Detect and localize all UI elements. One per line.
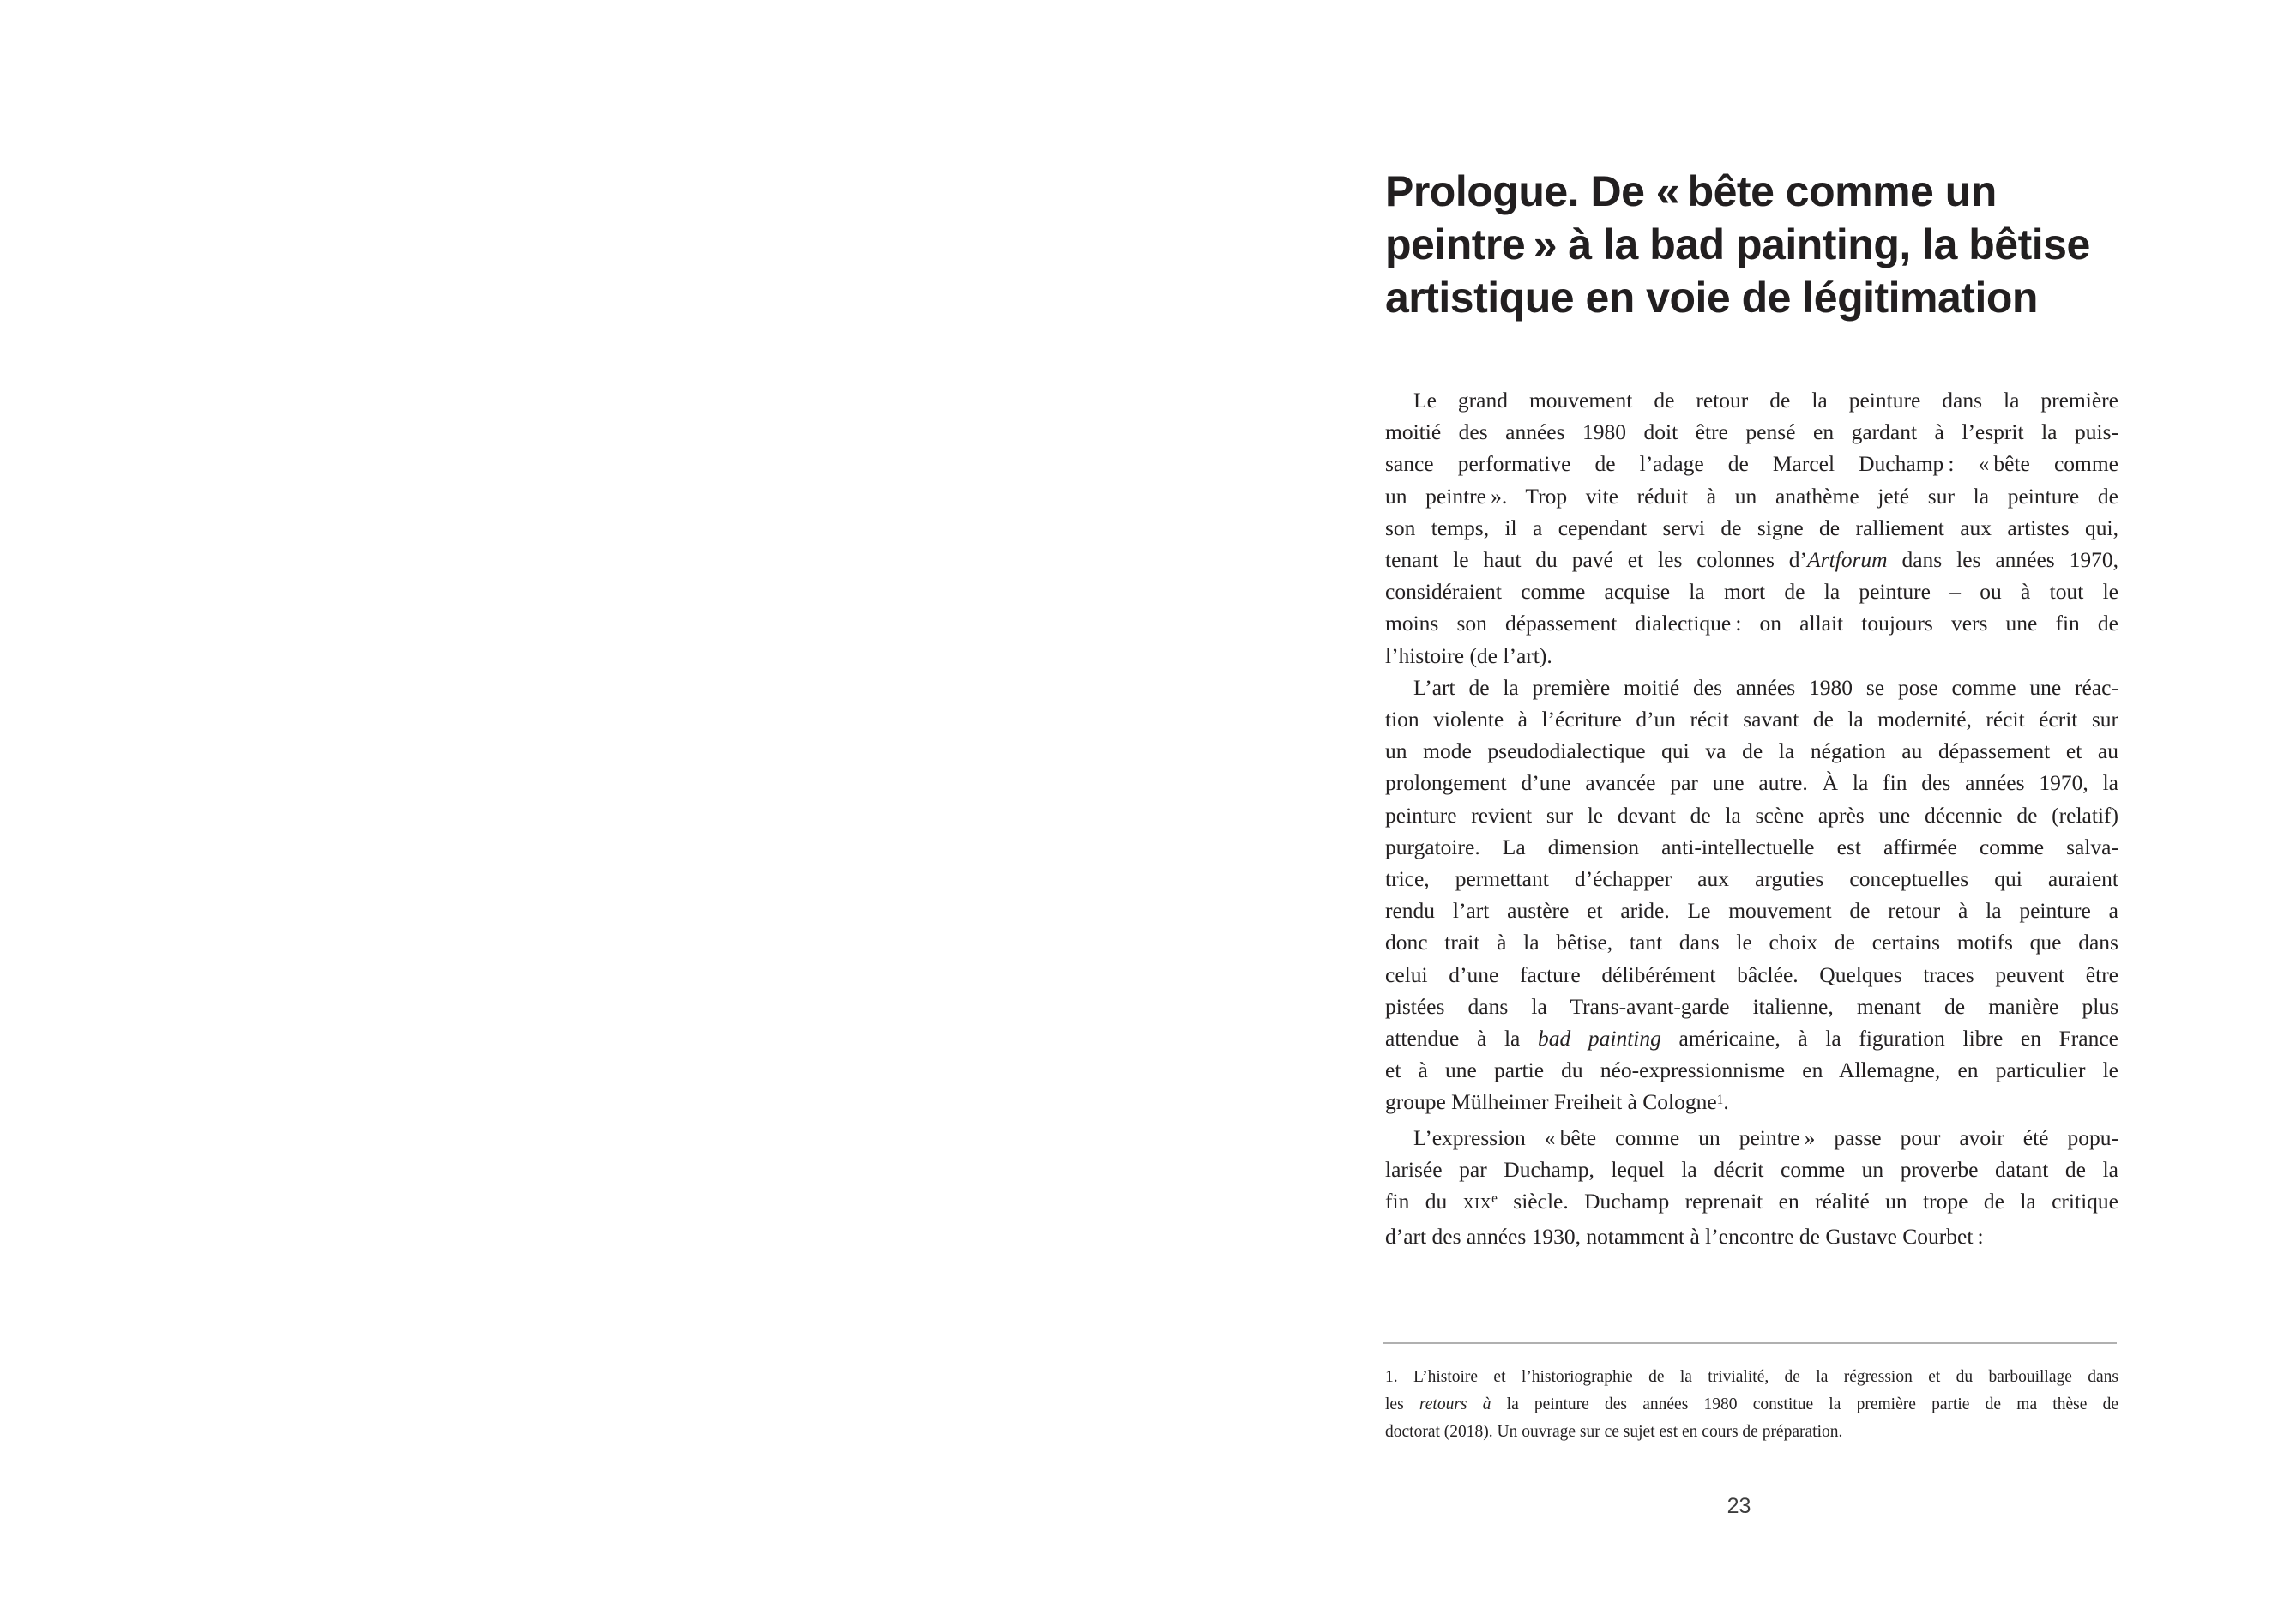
italic-text: bad painting (1538, 1026, 1661, 1052)
text-line: prolongement d’une avancée par une autre. À la fin des années 1970, la (1385, 770, 2118, 796)
text-line: peinture revient sur le devant de la scène après une décennie de (relatif) (1385, 802, 2118, 828)
body-text (1385, 384, 2118, 1252)
text-line: celui d’une facture délibérément bâclée. Quelques traces peuvent être (1385, 961, 2118, 987)
superscript-mark: e (1491, 1191, 1498, 1207)
small-caps-text: xix (1462, 1189, 1492, 1214)
footnote-text (1385, 1364, 2118, 1446)
text-line: sance performative de l’adage de Marcel Duchamp : « bête comme (1385, 451, 2118, 477)
chapter-title-line: peintre » à la bad painting, la bêtise (1385, 220, 2090, 268)
page-number: 23 (1727, 1494, 1751, 1518)
text-line: L’art de la première moitié des années 1980 se pose comme une réac- (1413, 674, 2118, 700)
chapter-title-line: Prologue. De « bête comme un (1385, 167, 1997, 215)
text-line: un mode pseudodialectique qui va de la négation au dépassement et au (1385, 738, 2118, 764)
italic-text: retours à (1419, 1395, 1491, 1413)
text-line: considéraient comme acquise la mort de la peinture – ou à tout le (1385, 579, 2118, 605)
text-line: moitié des années 1980 doit être pensé en gardant à l’esprit la puis- (1385, 419, 2118, 445)
text-line: purgatoire. La dimension anti-intellectuelle est affirmée comme salva- (1385, 834, 2118, 859)
text-line: pistées dans la Trans-avant-garde italienne, menant de manière plus (1385, 993, 2118, 1019)
text-line: moins son dépassement dialectique : on allait toujours vers une fin de (1385, 611, 2118, 636)
text-line: donc trait à la bêtise, tant dans le choix de certains motifs que dans (1385, 930, 2118, 955)
text-line: 1. L’histoire et l’historiographie de la trivialité, de la régression et du barbouillage dans (1385, 1368, 2118, 1386)
text-line: groupe Mülheimer Freiheit à Cologne$^1$. (1385, 1089, 1729, 1115)
text-line: Le grand mouvement de retour de la peinture dans la première (1413, 388, 2118, 413)
text-line: son temps, il a cependant servi de signe de ralliement aux artistes qui, (1385, 515, 2118, 540)
superscript-mark: 1 (1716, 1092, 1724, 1107)
footnote-rule (1383, 1342, 2117, 1344)
text-line: doctorat (2018). Un ouvrage sur ce sujet est en cours de préparation. (1385, 1423, 1843, 1441)
text-line: d’art des années 1930, notamment à l’encontre de Gustave Courbet : (1385, 1224, 1984, 1250)
text-line: L’expression « bête comme un peintre » passe pour avoir été popu- (1413, 1124, 2118, 1150)
chapter-title (1385, 165, 2157, 324)
text-line: trice, permettant d’échapper aux arguties conceptuelles qui auraient (1385, 866, 2118, 892)
text-line: et à une partie du néo-expressionnisme en Allemagne, en particulier le (1385, 1058, 2118, 1083)
text-line: l’histoire (de l’art). (1385, 642, 1552, 668)
text-line: rendu l’art austère et aride. Le mouvement de retour à la peinture a (1385, 898, 2118, 924)
text-line: attendue à la bad painting américaine, à la figuration libre en France (1385, 1026, 2118, 1052)
text-line: larisée par Duchamp, lequel la décrit comme un proverbe datant de la (1385, 1156, 2118, 1182)
chapter-title-line: artistique en voie de légitimation (1385, 274, 2038, 322)
text-line: un peintre ». Trop vite réduit à un anathème jeté sur la peinture de (1385, 483, 2118, 509)
text-line: tenant le haut du pavé et les colonnes d’Artforum dans les années 1970, (1385, 547, 2118, 573)
text-line: fin du xix$^e$ siècle. Duchamp reprenait en réalité un trope de la critique (1385, 1189, 2118, 1214)
text-line: les retours à la peinture des années 1980 constitue la première partie de ma thèse de (1385, 1395, 2118, 1413)
text-line: tion violente à l’écriture d’un récit savant de la modernité, récit écrit sur (1385, 707, 2118, 732)
italic-text: Artforum (1807, 547, 1888, 573)
